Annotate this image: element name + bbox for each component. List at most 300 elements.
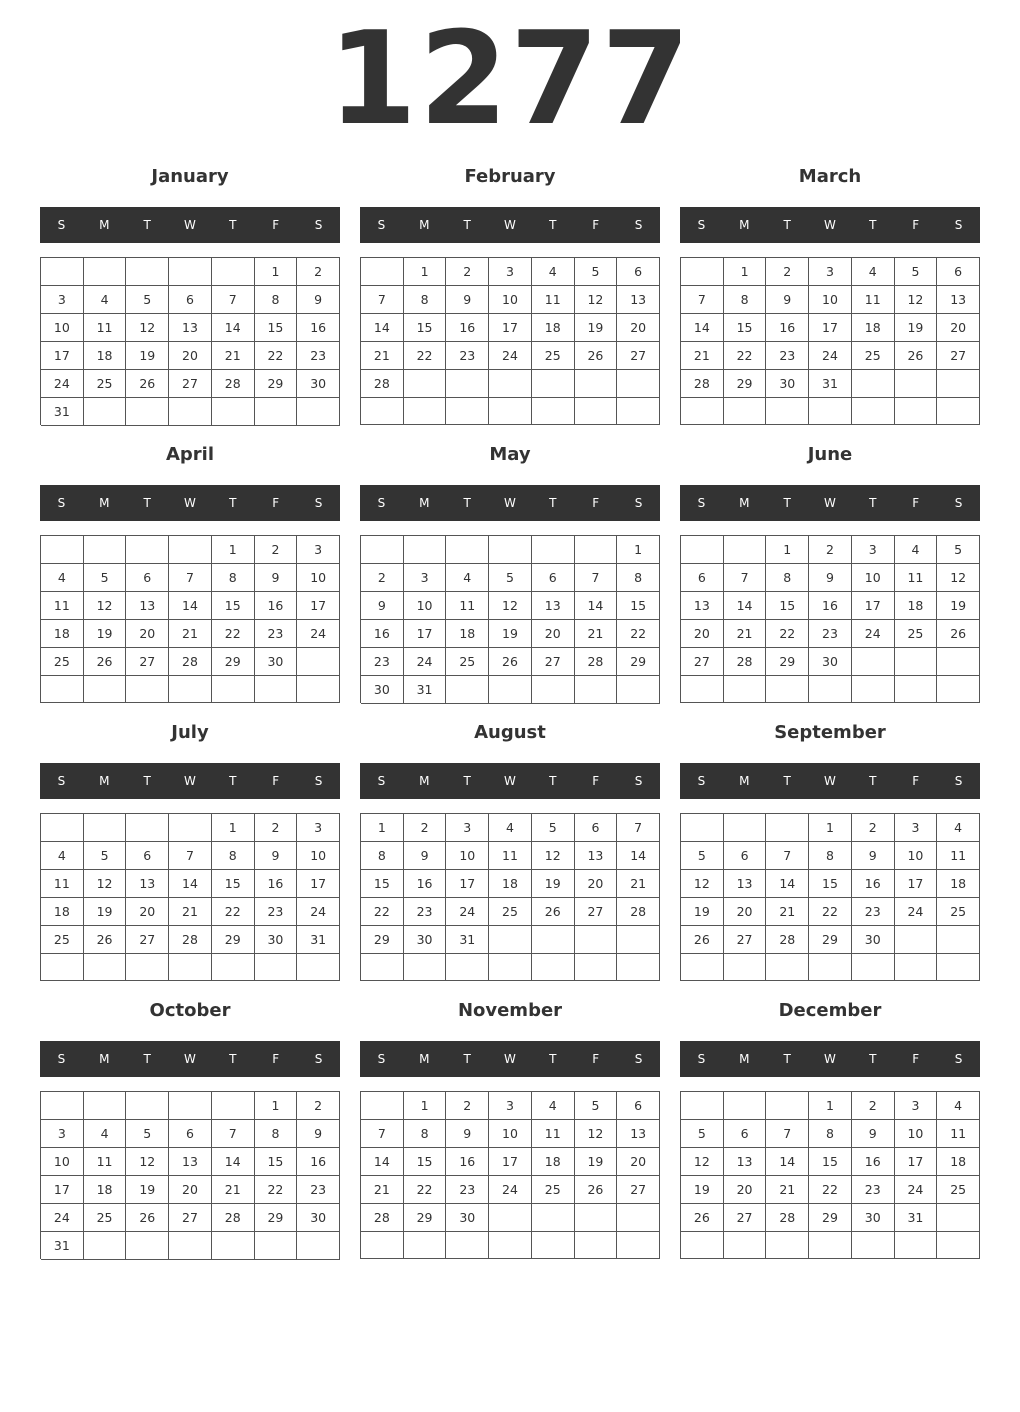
day-cell: 12 xyxy=(681,870,724,898)
day-cell: 25 xyxy=(532,1176,575,1204)
day-cell xyxy=(895,926,938,954)
day-cell: 5 xyxy=(681,1120,724,1148)
day-cell: 26 xyxy=(575,342,618,370)
day-cell: 12 xyxy=(575,1120,618,1148)
weekday-label: M xyxy=(419,1052,430,1066)
day-cell xyxy=(255,1232,298,1260)
day-cell: 22 xyxy=(404,342,447,370)
day-cell xyxy=(41,814,84,842)
day-cell xyxy=(169,1092,212,1120)
days-grid xyxy=(360,257,660,425)
day-cell xyxy=(489,926,532,954)
weekday-label: W xyxy=(184,1052,196,1066)
day-cell: 21 xyxy=(766,898,809,926)
weekday-label: W xyxy=(824,218,836,232)
day-cell: 5 xyxy=(126,286,169,314)
day-cell: 4 xyxy=(84,286,127,314)
day-cell: 7 xyxy=(169,564,212,592)
day-cell: 18 xyxy=(41,898,84,926)
weekday-label: F xyxy=(592,1052,600,1066)
day-cell: 19 xyxy=(84,620,127,648)
day-cell: 2 xyxy=(766,258,809,286)
day-cell: 7 xyxy=(212,1120,255,1148)
day-cell: 19 xyxy=(895,314,938,342)
day-cell: 3 xyxy=(809,258,852,286)
day-cell xyxy=(809,954,852,981)
weekday-label: S xyxy=(954,1052,963,1066)
day-cell xyxy=(724,536,767,564)
day-cell xyxy=(852,676,895,703)
day-cell: 29 xyxy=(809,1204,852,1232)
weekday-label: M xyxy=(99,218,110,232)
day-cell xyxy=(446,398,489,425)
day-cell: 1 xyxy=(255,258,298,286)
day-cell: 14 xyxy=(766,870,809,898)
day-cell: 6 xyxy=(617,258,660,286)
day-cell: 7 xyxy=(766,842,809,870)
day-cell: 24 xyxy=(489,342,532,370)
day-cell: 31 xyxy=(809,370,852,398)
month-title: July xyxy=(171,722,209,743)
day-cell: 29 xyxy=(809,926,852,954)
day-cell: 7 xyxy=(766,1120,809,1148)
day-cell: 9 xyxy=(852,1120,895,1148)
day-cell: 4 xyxy=(852,258,895,286)
weekday-label: S xyxy=(697,218,706,232)
day-cell: 9 xyxy=(297,1120,340,1148)
day-cell: 2 xyxy=(404,814,447,842)
weekday-header xyxy=(360,1041,660,1077)
weekday-label: T xyxy=(143,1052,151,1066)
day-cell: 13 xyxy=(681,592,724,620)
day-cell: 27 xyxy=(937,342,980,370)
day-cell: 4 xyxy=(937,1092,980,1120)
day-cell: 4 xyxy=(895,536,938,564)
weekday-label: W xyxy=(184,774,196,788)
day-cell xyxy=(255,398,298,426)
day-cell: 26 xyxy=(126,370,169,398)
weekday-label: S xyxy=(377,218,386,232)
day-cell: 30 xyxy=(404,926,447,954)
day-cell: 9 xyxy=(446,286,489,314)
day-cell xyxy=(617,1232,660,1259)
day-cell: 27 xyxy=(169,1204,212,1232)
day-cell: 23 xyxy=(446,342,489,370)
day-cell: 3 xyxy=(404,564,447,592)
day-cell xyxy=(297,954,340,981)
weekday-label: M xyxy=(739,1052,750,1066)
weekday-label: F xyxy=(272,496,280,510)
day-cell: 13 xyxy=(617,286,660,314)
day-cell xyxy=(212,676,255,703)
month-title: May xyxy=(489,444,531,465)
month-title: August xyxy=(474,722,546,743)
weekday-label: T xyxy=(783,218,791,232)
weekday-label: S xyxy=(314,774,323,788)
weekday-label: T xyxy=(783,1052,791,1066)
day-cell: 28 xyxy=(361,370,404,398)
day-cell: 4 xyxy=(937,814,980,842)
weekday-header xyxy=(40,207,340,243)
day-cell: 26 xyxy=(681,926,724,954)
day-cell: 6 xyxy=(724,842,767,870)
day-cell: 16 xyxy=(297,1148,340,1176)
weekday-label: M xyxy=(739,774,750,788)
day-cell xyxy=(937,370,980,398)
day-cell xyxy=(895,676,938,703)
day-cell xyxy=(489,370,532,398)
day-cell: 15 xyxy=(809,1148,852,1176)
day-cell xyxy=(532,398,575,425)
month-october xyxy=(40,994,340,1266)
weekday-label: M xyxy=(99,496,110,510)
day-cell: 18 xyxy=(532,1148,575,1176)
days-grid xyxy=(40,813,340,981)
weekday-label: T xyxy=(549,774,557,788)
day-cell xyxy=(681,954,724,981)
day-cell xyxy=(212,1092,255,1120)
day-cell xyxy=(212,258,255,286)
day-cell: 14 xyxy=(681,314,724,342)
weekday-label: T xyxy=(869,1052,877,1066)
day-cell xyxy=(212,1232,255,1260)
day-cell: 20 xyxy=(532,620,575,648)
weekday-label: S xyxy=(634,774,643,788)
day-cell: 8 xyxy=(766,564,809,592)
day-cell: 19 xyxy=(532,870,575,898)
weekday-label: S xyxy=(697,774,706,788)
day-cell: 24 xyxy=(446,898,489,926)
day-cell: 26 xyxy=(532,898,575,926)
day-cell: 7 xyxy=(681,286,724,314)
day-cell xyxy=(84,1092,127,1120)
day-cell: 2 xyxy=(809,536,852,564)
day-cell: 6 xyxy=(126,842,169,870)
day-cell: 16 xyxy=(809,592,852,620)
day-cell: 3 xyxy=(489,258,532,286)
day-cell xyxy=(169,676,212,703)
day-cell: 28 xyxy=(681,370,724,398)
day-cell: 24 xyxy=(41,1204,84,1232)
day-cell: 26 xyxy=(937,620,980,648)
day-cell: 16 xyxy=(404,870,447,898)
day-cell xyxy=(297,398,340,426)
day-cell: 21 xyxy=(766,1176,809,1204)
day-cell: 1 xyxy=(212,536,255,564)
day-cell: 10 xyxy=(297,842,340,870)
day-cell xyxy=(169,536,212,564)
weekday-label: F xyxy=(912,496,920,510)
day-cell: 6 xyxy=(169,1120,212,1148)
day-cell: 10 xyxy=(41,314,84,342)
day-cell: 26 xyxy=(681,1204,724,1232)
day-cell: 17 xyxy=(297,592,340,620)
day-cell: 22 xyxy=(255,342,298,370)
day-cell xyxy=(212,954,255,981)
day-cell xyxy=(575,1232,618,1259)
day-cell: 4 xyxy=(41,564,84,592)
day-cell: 18 xyxy=(532,314,575,342)
day-cell xyxy=(895,648,938,676)
day-cell: 27 xyxy=(724,926,767,954)
weekday-label: T xyxy=(143,774,151,788)
day-cell: 26 xyxy=(84,926,127,954)
day-cell: 25 xyxy=(84,1204,127,1232)
day-cell: 8 xyxy=(809,1120,852,1148)
day-cell: 5 xyxy=(84,564,127,592)
day-cell: 15 xyxy=(724,314,767,342)
weekday-label: F xyxy=(592,218,600,232)
day-cell: 24 xyxy=(297,620,340,648)
day-cell: 17 xyxy=(297,870,340,898)
weekday-label: S xyxy=(57,1052,66,1066)
day-cell: 19 xyxy=(575,314,618,342)
day-cell: 16 xyxy=(255,870,298,898)
day-cell: 9 xyxy=(404,842,447,870)
day-cell: 12 xyxy=(937,564,980,592)
weekday-label: F xyxy=(912,218,920,232)
days-grid xyxy=(680,813,980,981)
day-cell xyxy=(489,536,532,564)
day-cell: 1 xyxy=(617,536,660,564)
weekday-label: S xyxy=(697,496,706,510)
month-june xyxy=(680,438,980,710)
day-cell: 10 xyxy=(404,592,447,620)
day-cell: 31 xyxy=(41,1232,84,1260)
day-cell: 5 xyxy=(575,258,618,286)
day-cell xyxy=(361,1092,404,1120)
day-cell: 4 xyxy=(489,814,532,842)
weekday-label: M xyxy=(99,1052,110,1066)
day-cell xyxy=(404,536,447,564)
day-cell: 25 xyxy=(937,1176,980,1204)
day-cell: 18 xyxy=(937,1148,980,1176)
day-cell xyxy=(852,1232,895,1259)
day-cell xyxy=(532,676,575,704)
day-cell: 21 xyxy=(361,342,404,370)
day-cell xyxy=(532,926,575,954)
day-cell: 24 xyxy=(852,620,895,648)
day-cell: 14 xyxy=(361,1148,404,1176)
day-cell: 12 xyxy=(126,314,169,342)
weekday-label: F xyxy=(912,1052,920,1066)
day-cell: 19 xyxy=(126,1176,169,1204)
day-cell: 8 xyxy=(724,286,767,314)
day-cell: 13 xyxy=(575,842,618,870)
day-cell: 23 xyxy=(404,898,447,926)
day-cell: 12 xyxy=(489,592,532,620)
day-cell xyxy=(617,926,660,954)
day-cell xyxy=(575,1204,618,1232)
day-cell: 15 xyxy=(617,592,660,620)
day-cell: 18 xyxy=(895,592,938,620)
day-cell xyxy=(446,954,489,981)
day-cell: 11 xyxy=(489,842,532,870)
day-cell: 8 xyxy=(809,842,852,870)
day-cell: 1 xyxy=(724,258,767,286)
day-cell xyxy=(937,676,980,703)
weekday-label: T xyxy=(869,496,877,510)
weekday-label: T xyxy=(143,218,151,232)
day-cell: 18 xyxy=(84,342,127,370)
weekday-label: S xyxy=(57,218,66,232)
day-cell: 17 xyxy=(895,1148,938,1176)
day-cell xyxy=(41,1092,84,1120)
day-cell: 2 xyxy=(361,564,404,592)
day-cell: 22 xyxy=(617,620,660,648)
day-cell: 9 xyxy=(361,592,404,620)
day-cell: 11 xyxy=(41,592,84,620)
month-may xyxy=(360,438,660,710)
day-cell: 15 xyxy=(809,870,852,898)
month-december xyxy=(680,994,980,1266)
day-cell: 21 xyxy=(212,342,255,370)
month-february xyxy=(360,160,660,432)
day-cell: 29 xyxy=(724,370,767,398)
day-cell: 8 xyxy=(212,842,255,870)
weekday-label: S xyxy=(57,774,66,788)
day-cell xyxy=(489,954,532,981)
day-cell: 5 xyxy=(937,536,980,564)
weekday-header xyxy=(360,763,660,799)
day-cell xyxy=(937,926,980,954)
day-cell: 27 xyxy=(617,342,660,370)
days-grid xyxy=(40,535,340,703)
day-cell xyxy=(766,676,809,703)
day-cell: 15 xyxy=(212,592,255,620)
day-cell: 24 xyxy=(404,648,447,676)
day-cell: 23 xyxy=(852,1176,895,1204)
month-title: March xyxy=(798,166,862,187)
day-cell: 17 xyxy=(809,314,852,342)
day-cell: 20 xyxy=(575,870,618,898)
day-cell xyxy=(489,398,532,425)
day-cell xyxy=(937,398,980,425)
day-cell: 26 xyxy=(126,1204,169,1232)
day-cell xyxy=(809,1232,852,1259)
day-cell xyxy=(84,1232,127,1260)
day-cell: 3 xyxy=(852,536,895,564)
day-cell: 17 xyxy=(852,592,895,620)
weekday-label: F xyxy=(272,1052,280,1066)
day-cell xyxy=(255,954,298,981)
day-cell: 30 xyxy=(809,648,852,676)
day-cell: 20 xyxy=(169,342,212,370)
day-cell: 15 xyxy=(404,1148,447,1176)
day-cell: 15 xyxy=(766,592,809,620)
weekday-label: T xyxy=(463,774,471,788)
day-cell xyxy=(617,370,660,398)
day-cell: 23 xyxy=(255,898,298,926)
day-cell xyxy=(361,536,404,564)
day-cell: 18 xyxy=(84,1176,127,1204)
day-cell: 12 xyxy=(895,286,938,314)
day-cell xyxy=(766,814,809,842)
weekday-label: W xyxy=(824,496,836,510)
day-cell xyxy=(532,954,575,981)
day-cell xyxy=(169,954,212,981)
day-cell: 8 xyxy=(361,842,404,870)
weekday-label: T xyxy=(869,218,877,232)
weekday-label: W xyxy=(504,1052,516,1066)
weekday-label: T xyxy=(549,218,557,232)
day-cell: 19 xyxy=(681,898,724,926)
weekday-label: M xyxy=(739,218,750,232)
day-cell: 1 xyxy=(404,1092,447,1120)
weekday-label: T xyxy=(549,1052,557,1066)
day-cell: 15 xyxy=(255,1148,298,1176)
day-cell xyxy=(361,258,404,286)
day-cell: 11 xyxy=(84,314,127,342)
day-cell: 13 xyxy=(169,314,212,342)
day-cell xyxy=(895,398,938,425)
day-cell xyxy=(41,676,84,703)
day-cell: 25 xyxy=(84,370,127,398)
day-cell: 27 xyxy=(681,648,724,676)
day-cell: 25 xyxy=(852,342,895,370)
day-cell xyxy=(169,1232,212,1260)
weekday-label: M xyxy=(419,218,430,232)
day-cell: 23 xyxy=(446,1176,489,1204)
day-cell: 14 xyxy=(361,314,404,342)
day-cell: 29 xyxy=(766,648,809,676)
weekday-label: T xyxy=(229,1052,237,1066)
day-cell: 13 xyxy=(126,870,169,898)
day-cell xyxy=(852,954,895,981)
day-cell xyxy=(575,954,618,981)
days-grid xyxy=(40,257,340,425)
day-cell: 30 xyxy=(297,1204,340,1232)
day-cell: 28 xyxy=(766,1204,809,1232)
day-cell: 19 xyxy=(575,1148,618,1176)
day-cell xyxy=(895,1232,938,1259)
day-cell: 24 xyxy=(895,898,938,926)
day-cell xyxy=(84,954,127,981)
day-cell: 28 xyxy=(212,370,255,398)
day-cell: 10 xyxy=(446,842,489,870)
day-cell: 20 xyxy=(169,1176,212,1204)
day-cell: 16 xyxy=(852,1148,895,1176)
day-cell: 30 xyxy=(361,676,404,704)
day-cell xyxy=(404,954,447,981)
day-cell xyxy=(852,370,895,398)
day-cell: 28 xyxy=(169,648,212,676)
day-cell xyxy=(532,536,575,564)
day-cell xyxy=(169,258,212,286)
day-cell: 12 xyxy=(84,870,127,898)
weekday-label: M xyxy=(739,496,750,510)
day-cell: 1 xyxy=(404,258,447,286)
month-april xyxy=(40,438,340,710)
day-cell: 10 xyxy=(489,1120,532,1148)
weekday-label: T xyxy=(229,218,237,232)
day-cell: 30 xyxy=(297,370,340,398)
weekday-label: S xyxy=(954,774,963,788)
day-cell: 14 xyxy=(212,1148,255,1176)
day-cell: 13 xyxy=(724,1148,767,1176)
day-cell: 10 xyxy=(809,286,852,314)
days-grid xyxy=(360,813,660,981)
day-cell: 10 xyxy=(895,1120,938,1148)
days-grid xyxy=(680,535,980,703)
day-cell: 28 xyxy=(575,648,618,676)
month-title: January xyxy=(151,166,229,187)
day-cell xyxy=(724,1232,767,1259)
day-cell: 26 xyxy=(575,1176,618,1204)
day-cell: 11 xyxy=(852,286,895,314)
day-cell: 28 xyxy=(766,926,809,954)
days-grid xyxy=(40,1091,340,1259)
